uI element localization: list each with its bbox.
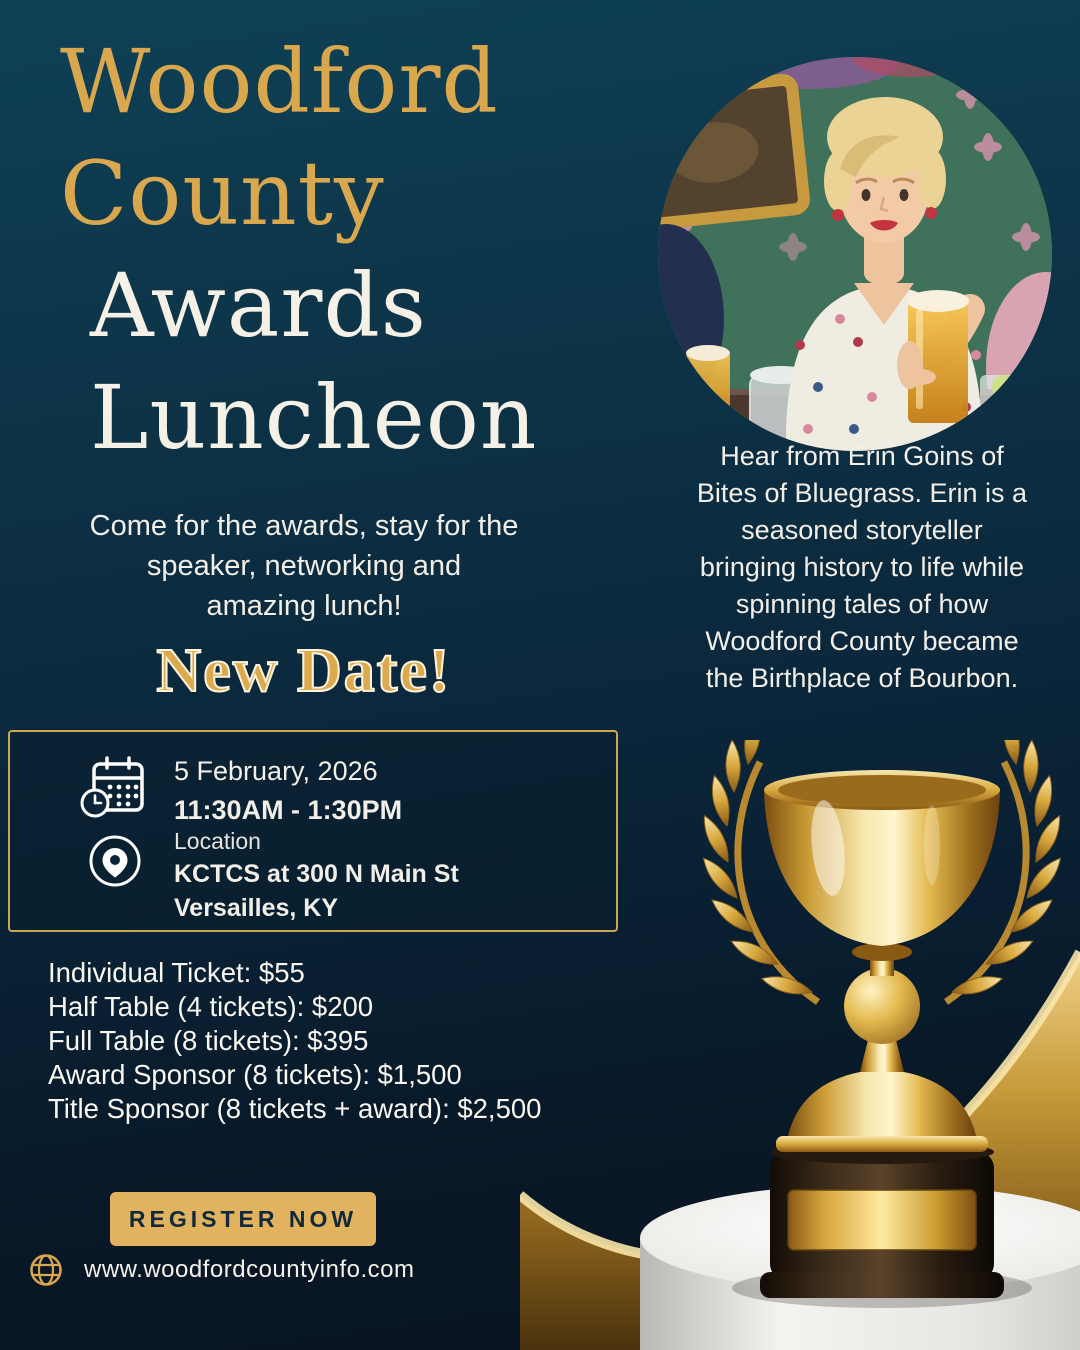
- website-link[interactable]: [28, 1252, 414, 1288]
- tagline-line: speaker, networking and: [146, 550, 462, 582]
- event-time: 11:30AM - 1:30PM: [174, 795, 403, 825]
- blurb-line: Hear from Erin Goins of: [720, 441, 1004, 471]
- pricing-line: Title Sponsor (8 tickets + award): $2,500: [48, 1093, 542, 1124]
- title-line-county: County: [60, 142, 385, 245]
- event-title: [60, 26, 537, 474]
- blurb-line: seasoned storyteller: [741, 515, 983, 545]
- pricing-line: Half Table (4 tickets): $200: [48, 991, 374, 1022]
- title-line-woodford: Woodford: [60, 30, 499, 133]
- tagline: [58, 506, 550, 626]
- register-button[interactable]: REGISTER NOW: [110, 1192, 376, 1246]
- speaker-blurb: [662, 438, 1062, 697]
- tagline-line: amazing lunch!: [206, 590, 402, 622]
- blurb-line: spinning tales of how: [735, 589, 989, 619]
- blurb-line: the Birthplace of Bourbon.: [705, 663, 1019, 693]
- new-date-callout: New Date!: [156, 637, 452, 705]
- title-line-awards: Awards: [90, 254, 427, 357]
- calendar-clock-icon: [80, 752, 148, 820]
- pricing-line: Full Table (8 tickets): $395: [48, 1025, 369, 1056]
- title-line-luncheon: Luncheon: [90, 366, 538, 469]
- globe-icon: [28, 1252, 64, 1288]
- pricing-line: Individual Ticket: $55: [48, 957, 305, 988]
- tagline-line: Come for the awards, stay for the: [89, 510, 519, 542]
- speaker-photo-illustration: [658, 57, 1052, 451]
- blurb-line: Woodford County became: [705, 626, 1019, 656]
- location-address: KCTCS at 300 N Main St: [174, 860, 459, 888]
- trophy-svg: [520, 740, 1080, 1350]
- blurb-line: bringing history to life while: [699, 552, 1025, 582]
- location-label: Location: [174, 828, 261, 854]
- location-pin-icon: [88, 834, 142, 888]
- event-date: 5 February, 2026: [174, 756, 378, 786]
- speaker-photo: [658, 57, 1052, 451]
- trophy-illustration: [520, 740, 1080, 1350]
- website-url: www.woodfordcountyinfo.com: [84, 1256, 415, 1283]
- location: [174, 828, 459, 923]
- date-time: [174, 756, 402, 826]
- pricing-list: [48, 956, 541, 1126]
- pricing-line: Award Sponsor (8 tickets): $1,500: [48, 1059, 462, 1090]
- blurb-line: Bites of Bluegrass. Erin is a: [696, 478, 1028, 508]
- location-city: Versailles, KY: [174, 894, 339, 922]
